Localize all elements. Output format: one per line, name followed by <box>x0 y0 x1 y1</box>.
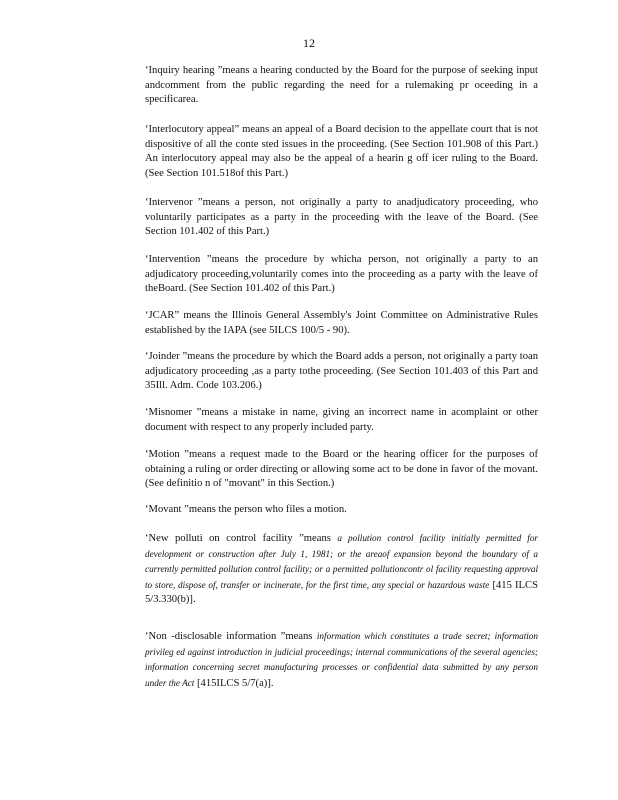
definition-term: ‘New polluti on control facility ”means <box>145 533 331 544</box>
definition-interlocutory-appeal <box>145 123 538 181</box>
definition-text: ‘Intervention ”means the procedure by whicha person, not originally a party to an adjudicatory proceeding,voluntarily comes into the proceeding as a party with the leave of theBoard. (See Section 101.402 of this Part.) <box>145 254 538 295</box>
definition-text: ‘Joinder ”means the procedure by which the Board adds a person, not originally a party toan adjudicatory proceeding ,as a party tothe proceeding. (See Section 101.403 of this Part and 35Ill. Adm. Code 103.206.) <box>145 351 538 392</box>
definition-text: ‘Motion ”means a request made to the Board or the hearing officer for the purposes of obtaining a ruling or order directing or allowing some act to be done in favor of the movant. (See definitio n of "movant" in this Section.) <box>145 449 538 490</box>
statutory-citation: [415 ILCS 5/3.330(b)]. <box>145 579 538 606</box>
definition-non-disclosable-information <box>145 629 538 691</box>
definition-inquiry-hearing <box>145 64 538 108</box>
definition-text: ‘Inquiry hearing ”means a hearing conducted by the Board for the purpose of seeking input andcomment from the public regarding the need for a rulemaking pr oceeding in a specificarea. <box>145 65 538 106</box>
statutory-quote: information which constitutes a trade secret; information privileg ed against introduction in judicial proceedings; internal communications of the several agencies; information concerning secret manufacturing processes or confidential data submitted by any person under the Act <box>145 631 538 688</box>
definition-new-pollution-control-facility <box>145 531 538 608</box>
definition-joinder <box>145 350 538 394</box>
definition-motion <box>145 448 538 492</box>
definition-text: ‘Intervenor ”means a person, not originally a party to anadjudicatory proceeding, who voluntarily participates as a party in the proceeding with the leave of the Board. (See Section 101.402 of this Part.) <box>145 197 538 238</box>
definition-text: ‘JCAR” means the Illinois General Assembly's Joint Committee on Administrative Rules established by the IAPA (see 5ILCS 100/5 - 90). <box>145 310 538 336</box>
definition-intervention <box>145 253 538 297</box>
definition-term: ‘Non -disclosable information ”means <box>145 631 313 642</box>
statutory-citation: [415ILCS 5/7(a)]. <box>197 677 274 689</box>
statutory-quote: a pollution control facility initially permitted for development or construction after July 1, 1981; or the areaof expansion beyond the boundary of a currently permitted pollution control facility; or a permitted pollutioncontr ol facility requesting approval to store, dispose of, transfer or incinerate, for the first time, any special or hazardous waste <box>145 533 538 590</box>
page-number: 12 <box>303 36 315 50</box>
definition-misnomer <box>145 406 538 435</box>
definition-intervenor <box>145 196 538 240</box>
definition-text: ‘Movant ”means the person who files a motion. <box>145 504 347 515</box>
definition-text: ‘Interlocutory appeal” means an appeal of a Board decision to the appellate court that is not dispositive of all the conte sted issues in the proceeding. (See Section 101.908 of this Part.) An interlocutory appeal may also be the appeal of a hearin g off icer ruling to the Board. (See Section 101.518of this Part.) <box>145 124 538 179</box>
definition-text: ‘Misnomer ”means a mistake in name, giving an incorrect name in acomplaint or other document with respect to any properly included party. <box>145 407 538 433</box>
definition-movant <box>145 503 538 518</box>
definition-jcar <box>145 309 538 338</box>
